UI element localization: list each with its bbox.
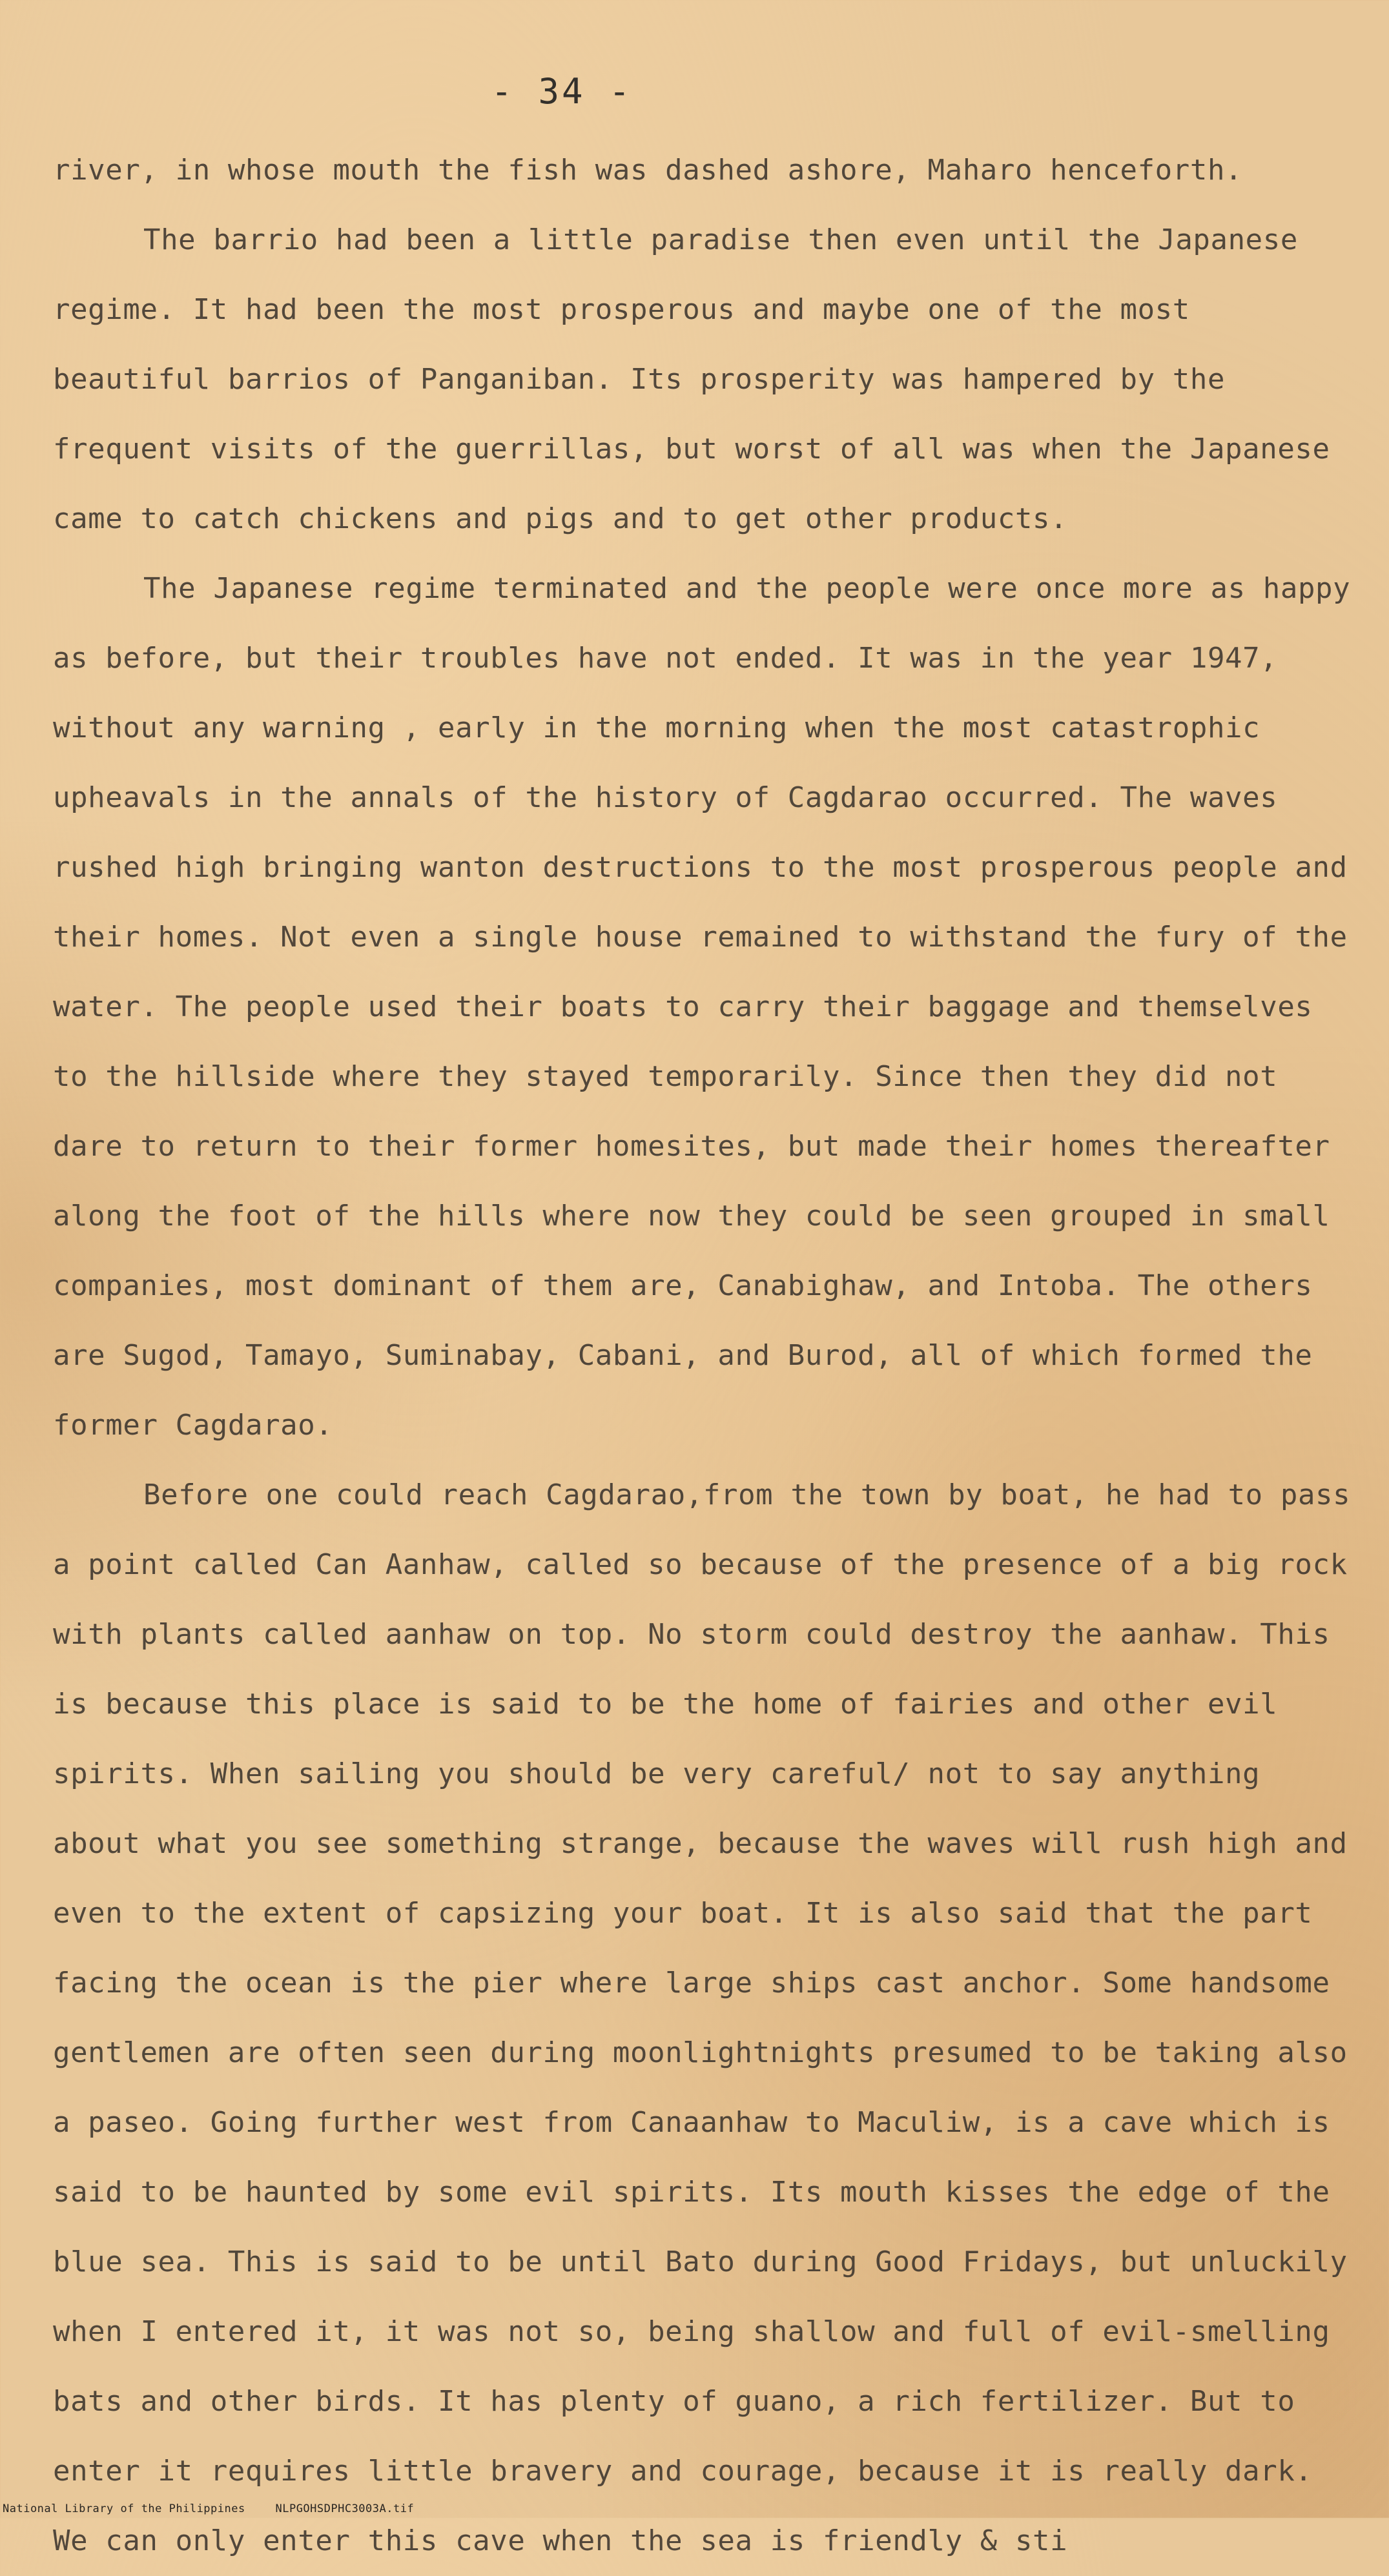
paragraph-continuation: river, in whose mouth the fish was dashed ashore, Maharo henceforth. <box>53 154 1243 187</box>
paragraph-japanese-regime: The barrio had been a little paradise then even until the Japanese regime. It had been the most prosperous and maybe one of the most beautiful barrios of Panganiban. Its prosperity was hampered by the frequent visits of the guerrillas, but worst of all was when the Japanese came to catch chickens and pigs and to get other products. <box>53 223 1330 535</box>
footer-institution: National Library of the Philippines <box>3 2502 245 2515</box>
body-text <box>53 136 1351 2576</box>
page-number: - 34 - <box>491 71 633 112</box>
paragraph-can-aanhaw: Before one could reach Cagdarao,from the town by boat, he had to pass a point called Can Aanhaw, called so because of the presence of a big rock with plants called aanhaw on top. No storm could destroy the aanhaw. This is because this place is said to be the home of fairies and other evil spirits. When sailing you should be very careful/ not to say anything about what you see something strange, because the waves will rush high and even to the extent of capsizing your boat. It is also said that the part facing the ocean is the pier where large ships cast anchor. Some handsome gentlemen are often seen during moonlightnights presumed to be taking also a paseo. Going further west from Canaanhaw to Maculiw, is a cave which is said to be haunted by some evil spirits. Its mouth kisses the edge of the blue sea. This is said to be until Bato during Good Fridays, but unluckily when I entered it, it was not so, being shallow and full of evil-smelling bats and other birds. It has plenty of guano, a rich fertilizer. But to enter it requires little bravery and courage, because it is really dark. We can only enter this cave when the sea is friendly & sti <box>53 1478 1351 2557</box>
scan-footer <box>3 2502 414 2515</box>
paragraph-1947-upheaval: The Japanese regime terminated and the people were once more as happy as before, but their troubles have not ended. It was in the year 1947, without any warning , early in the morning when the most catastrophic upheavals in the annals of the history of Cagdarao occurred. The waves rushed high bringing wanton destructions to the most prosperous people and their homes. Not even a single house remained to withstand the fury of the water. The people used their boats to carry their baggage and themselves to the hillside where they stayed temporarily. Since then they did not dare to return to their former homesites, but made their homes thereafter along the foot of the hills where now they could be seen grouped in small companies, most dominant of them are, Canabighaw, and Intoba. The others are Sugod, Tamayo, Suminabay, Cabani, and Burod, all of which formed the former Cagdarao. <box>53 572 1351 1442</box>
footer-file-id: NLPGOHSDPHC3003A.tif <box>275 2502 415 2515</box>
